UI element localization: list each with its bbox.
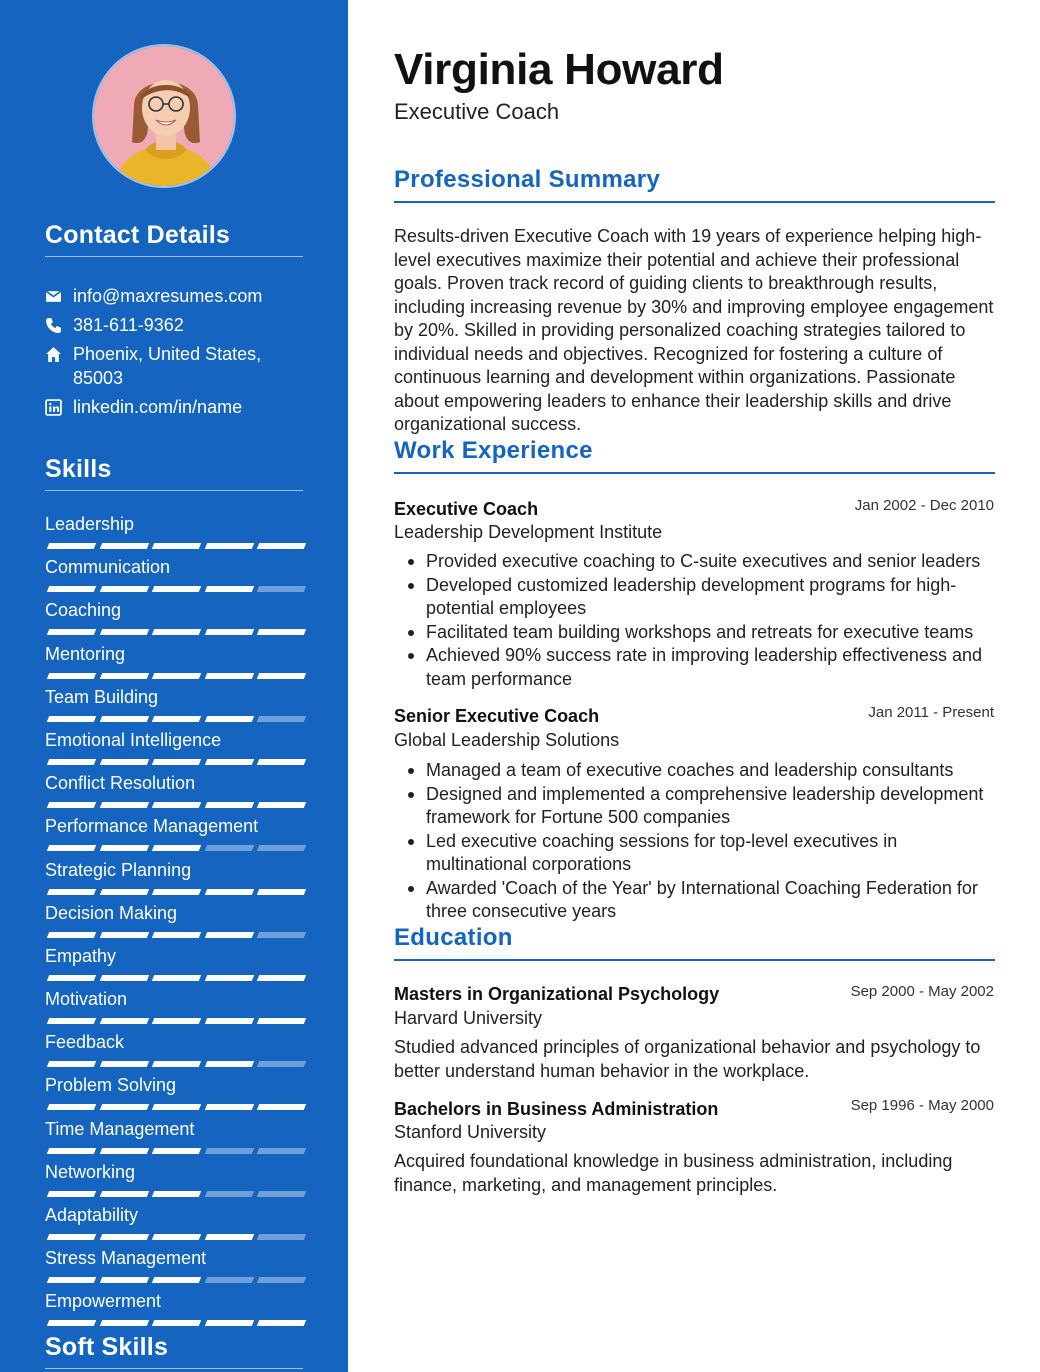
skill-level-segment-filled bbox=[257, 759, 306, 765]
summary-title: Professional Summary bbox=[394, 166, 661, 193]
skill-level-segment-filled bbox=[47, 1320, 96, 1326]
skill-level-segment-filled bbox=[152, 1104, 201, 1110]
skill-level-segment-filled bbox=[257, 975, 306, 981]
skill-level-segment-filled bbox=[47, 716, 96, 722]
skill-level-segment-filled bbox=[205, 1104, 254, 1110]
skills-list bbox=[45, 512, 303, 1333]
degree-dates: Sep 1996 - May 2000 bbox=[850, 1097, 994, 1114]
skill-level-segment-filled bbox=[205, 543, 254, 549]
job-title: Executive Coach bbox=[394, 499, 539, 519]
skills-divider bbox=[45, 490, 303, 491]
skill-level-segment-filled bbox=[47, 1234, 96, 1240]
skill-item bbox=[45, 771, 303, 814]
contact-linkedin[interactable] bbox=[45, 395, 303, 419]
home-icon bbox=[45, 342, 73, 366]
skill-level-segment-filled bbox=[47, 673, 96, 679]
skill-level-segment-filled bbox=[257, 1104, 306, 1110]
skill-level-segment-filled bbox=[47, 802, 96, 808]
skill-level-segment-filled bbox=[152, 629, 201, 635]
skill-level-segment-empty bbox=[257, 1191, 306, 1197]
skill-level-segment-filled bbox=[205, 889, 254, 895]
skill-level-segment-filled bbox=[257, 889, 306, 895]
skill-level-segment-filled bbox=[47, 629, 96, 635]
skill-name: Feedback bbox=[45, 1032, 125, 1053]
job-bullet: Facilitated team building workshops and retreats for executive teams bbox=[394, 621, 994, 645]
soft-skills-title: Soft Skills bbox=[45, 1333, 169, 1361]
degree-description: Acquired foundational knowledge in business administration, including finance, marketing, and management principles. bbox=[394, 1151, 953, 1195]
contact-phone-text: 381-611-9362 bbox=[73, 315, 184, 335]
job-bullet: Designed and implemented a comprehensive leadership development framework for Fortune 500 companies bbox=[394, 783, 994, 830]
job-organization: Leadership Development Institute bbox=[394, 522, 663, 542]
skill-level-segment-filled bbox=[257, 543, 306, 549]
skill-item bbox=[45, 685, 303, 728]
skill-level-segment-filled bbox=[152, 1061, 201, 1067]
soft-skills-section bbox=[45, 1330, 303, 1369]
experience-divider bbox=[394, 472, 995, 474]
skill-level-segment-filled bbox=[152, 845, 201, 851]
job-dates: Jan 2002 - Dec 2010 bbox=[854, 497, 994, 514]
degree-description: Studied advanced principles of organizational behavior and psychology to better understand human behavior in the workplace. bbox=[394, 1037, 981, 1081]
skill-level-bar bbox=[45, 543, 303, 549]
skill-level-segment-filled bbox=[152, 1018, 201, 1024]
skill-name: Leadership bbox=[45, 514, 135, 534]
skill-item bbox=[45, 1289, 303, 1332]
skill-item bbox=[45, 987, 303, 1030]
skill-level-segment-filled bbox=[152, 1234, 201, 1240]
sidebar bbox=[0, 0, 348, 1372]
skill-level-segment-filled bbox=[99, 759, 148, 765]
skill-level-segment-filled bbox=[99, 1191, 148, 1197]
skill-level-segment-filled bbox=[47, 1148, 96, 1154]
skill-level-segment-filled bbox=[152, 932, 201, 938]
linkedin-icon bbox=[45, 395, 73, 419]
skill-level-segment-filled bbox=[47, 1061, 96, 1067]
skill-level-bar bbox=[45, 586, 303, 592]
skill-level-bar bbox=[45, 1061, 303, 1067]
skill-level-bar bbox=[45, 1191, 303, 1197]
skill-item bbox=[45, 1203, 303, 1246]
skill-item bbox=[45, 1030, 303, 1073]
skill-level-segment-filled bbox=[99, 845, 148, 851]
skill-item bbox=[45, 1246, 303, 1289]
skill-item bbox=[45, 814, 303, 857]
education-title: Education bbox=[394, 924, 513, 951]
skill-level-segment-filled bbox=[152, 1191, 201, 1197]
skill-name: Team Building bbox=[45, 686, 159, 707]
skill-level-segment-filled bbox=[47, 845, 96, 851]
skill-level-segment-filled bbox=[47, 975, 96, 981]
job-bullet: Managed a team of executive coaches and leadership consultants bbox=[394, 759, 994, 783]
skill-level-bar bbox=[45, 629, 303, 635]
avatar bbox=[92, 44, 236, 188]
education-divider bbox=[394, 959, 995, 961]
job-dates: Jan 2011 - Present bbox=[868, 704, 994, 721]
skills-section bbox=[45, 452, 303, 491]
skill-level-segment-filled bbox=[205, 759, 254, 765]
skill-level-segment-empty bbox=[257, 1061, 306, 1067]
contact-phone[interactable] bbox=[45, 313, 303, 337]
skill-name: Problem Solving bbox=[45, 1075, 177, 1096]
skill-level-segment-empty bbox=[257, 932, 306, 938]
portrait-image bbox=[94, 46, 236, 188]
skill-level-bar bbox=[45, 1277, 303, 1283]
skill-level-segment-filled bbox=[47, 1018, 96, 1024]
skill-name: Decision Making bbox=[45, 902, 178, 923]
skill-level-segment-filled bbox=[152, 975, 201, 981]
skill-level-segment-filled bbox=[205, 932, 254, 938]
candidate-name: Virginia Howard bbox=[394, 45, 724, 94]
skill-name: Strategic Planning bbox=[45, 859, 192, 880]
skill-item bbox=[45, 1117, 303, 1160]
skill-level-segment-filled bbox=[152, 759, 201, 765]
skill-level-segment-empty bbox=[257, 1234, 306, 1240]
job-bullet: Awarded 'Coach of the Year' by International Coaching Federation for three consecutive years bbox=[394, 877, 994, 924]
skill-level-segment-filled bbox=[152, 673, 201, 679]
contact-address bbox=[45, 342, 303, 390]
skill-level-segment-empty bbox=[205, 1191, 254, 1197]
skill-level-segment-filled bbox=[47, 889, 96, 895]
skill-level-segment-filled bbox=[152, 586, 201, 592]
job-bullet: Led executive coaching sessions for top-level executives in multinational corporations bbox=[394, 830, 994, 877]
skill-level-segment-filled bbox=[99, 889, 148, 895]
skill-level-segment-filled bbox=[99, 802, 148, 808]
skill-level-segment-filled bbox=[205, 1320, 254, 1326]
skill-level-segment-filled bbox=[99, 716, 148, 722]
skill-level-segment-filled bbox=[257, 1018, 306, 1024]
skill-name: Networking bbox=[45, 1161, 136, 1182]
skill-name: Adaptability bbox=[45, 1205, 139, 1225]
degree-dates: Sep 2000 - May 2002 bbox=[850, 983, 994, 1000]
skill-level-segment-filled bbox=[47, 759, 96, 765]
skill-level-segment-filled bbox=[47, 1191, 96, 1197]
skill-level-bar bbox=[45, 802, 303, 808]
skill-item bbox=[45, 1160, 303, 1203]
skill-level-segment-filled bbox=[99, 932, 148, 938]
skill-level-segment-empty bbox=[205, 845, 254, 851]
skill-level-segment-filled bbox=[99, 1061, 148, 1067]
skill-level-segment-filled bbox=[152, 802, 201, 808]
skill-level-bar bbox=[45, 1234, 303, 1240]
skill-level-segment-filled bbox=[152, 543, 201, 549]
skill-level-segment-filled bbox=[205, 802, 254, 808]
summary-text: Results-driven Executive Coach with 19 years of experience helping high-level executives maximize their potential and achieve their professional goals. Proven track record of guiding clients to breakthrough results, including increasing revenue by 30% and improving employee engagement by 20%. Skilled in providing personalized coaching strategies tailored to individual needs and objectives. Recognized for fostering a culture of continuous learning and development within organizations. Passionate about empowering leaders to enhance their leadership skills and drive organizational success. bbox=[394, 226, 994, 434]
contact-email-text: info@maxresumes.com bbox=[73, 286, 263, 306]
skill-name: Coaching bbox=[45, 600, 122, 621]
contact-divider bbox=[45, 256, 303, 257]
job-bullet: Achieved 90% success rate in improving leadership effectiveness and team performance bbox=[394, 644, 994, 691]
skill-item bbox=[45, 858, 303, 901]
skill-level-segment-empty bbox=[257, 1277, 306, 1283]
soft-skills-divider bbox=[45, 1368, 303, 1369]
skill-level-bar bbox=[45, 845, 303, 851]
contact-title: Contact Details bbox=[45, 221, 230, 249]
skill-level-segment-filled bbox=[152, 1320, 201, 1326]
school-name: Harvard University bbox=[394, 1008, 543, 1028]
job-bullet: Provided executive coaching to C-suite executives and senior leaders bbox=[394, 550, 994, 574]
skill-level-segment-filled bbox=[99, 1277, 148, 1283]
email-icon bbox=[45, 284, 73, 308]
job-bullets bbox=[394, 550, 994, 691]
skill-name: Conflict Resolution bbox=[45, 773, 196, 794]
skill-level-segment-filled bbox=[152, 1148, 201, 1154]
candidate-role: Executive Coach bbox=[394, 99, 560, 124]
skill-level-segment-empty bbox=[205, 1277, 254, 1283]
skill-name: Mentoring bbox=[45, 643, 126, 664]
job-title: Senior Executive Coach bbox=[394, 706, 600, 726]
contact-email[interactable] bbox=[45, 284, 303, 308]
skill-item bbox=[45, 728, 303, 771]
skill-name: Motivation bbox=[45, 989, 128, 1010]
skill-level-segment-filled bbox=[99, 975, 148, 981]
summary-divider bbox=[394, 201, 995, 203]
phone-icon bbox=[45, 313, 73, 337]
contact-section bbox=[45, 218, 303, 257]
degree-title: Bachelors in Business Administration bbox=[394, 1099, 719, 1119]
skill-level-segment-filled bbox=[99, 1018, 148, 1024]
skill-level-segment-filled bbox=[257, 802, 306, 808]
skill-level-segment-filled bbox=[99, 629, 148, 635]
job-organization: Global Leadership Solutions bbox=[394, 730, 620, 750]
degree-title: Masters in Organizational Psychology bbox=[394, 984, 720, 1004]
skill-name: Performance Management bbox=[45, 816, 259, 837]
skill-level-segment-filled bbox=[152, 716, 201, 722]
skill-item bbox=[45, 901, 303, 944]
skill-level-segment-filled bbox=[99, 1104, 148, 1110]
skill-level-segment-filled bbox=[47, 932, 96, 938]
skill-name: Empowerment bbox=[45, 1291, 162, 1312]
skill-level-bar bbox=[45, 1104, 303, 1110]
skill-level-segment-filled bbox=[99, 673, 148, 679]
skill-level-segment-empty bbox=[257, 716, 306, 722]
skill-level-segment-filled bbox=[47, 1104, 96, 1110]
skill-level-segment-filled bbox=[99, 1148, 148, 1154]
skill-level-segment-filled bbox=[152, 889, 201, 895]
skill-level-segment-filled bbox=[47, 586, 96, 592]
skill-level-segment-filled bbox=[99, 586, 148, 592]
skill-level-segment-empty bbox=[257, 1148, 306, 1154]
skill-name: Communication bbox=[45, 557, 171, 578]
skill-level-bar bbox=[45, 759, 303, 765]
skill-level-segment-filled bbox=[47, 1277, 96, 1283]
skill-item bbox=[45, 555, 303, 598]
skill-name: Empathy bbox=[45, 945, 117, 966]
skill-level-segment-filled bbox=[257, 673, 306, 679]
skill-level-segment-filled bbox=[257, 629, 306, 635]
contact-list bbox=[45, 284, 303, 424]
job-bullets bbox=[394, 759, 994, 924]
skill-level-segment-filled bbox=[205, 586, 254, 592]
skill-level-segment-filled bbox=[205, 975, 254, 981]
skill-item bbox=[45, 642, 303, 685]
skill-item bbox=[45, 512, 303, 555]
skill-level-bar bbox=[45, 673, 303, 679]
skill-level-segment-filled bbox=[99, 1320, 148, 1326]
job-bullet: Developed customized leadership development programs for high-potential employees bbox=[394, 574, 994, 621]
skill-name: Stress Management bbox=[45, 1248, 207, 1269]
skills-title: Skills bbox=[45, 455, 112, 483]
skill-level-segment-empty bbox=[257, 845, 306, 851]
skill-level-bar bbox=[45, 716, 303, 722]
contact-address-text: Phoenix, United States, 85003 bbox=[73, 344, 262, 388]
skill-item bbox=[45, 598, 303, 641]
skill-level-bar bbox=[45, 889, 303, 895]
skill-level-bar bbox=[45, 1320, 303, 1326]
skill-level-segment-filled bbox=[152, 1277, 201, 1283]
skill-level-segment-filled bbox=[205, 673, 254, 679]
skill-level-segment-filled bbox=[99, 543, 148, 549]
skill-level-segment-empty bbox=[205, 1148, 254, 1154]
experience-title: Work Experience bbox=[394, 437, 593, 464]
skill-name: Time Management bbox=[45, 1118, 195, 1139]
contact-linkedin-text: linkedin.com/in/name bbox=[73, 397, 243, 417]
skill-level-segment-filled bbox=[205, 1061, 254, 1067]
skill-level-segment-empty bbox=[257, 586, 306, 592]
skill-item bbox=[45, 1073, 303, 1116]
skill-level-bar bbox=[45, 975, 303, 981]
skill-level-bar bbox=[45, 1018, 303, 1024]
skill-level-segment-filled bbox=[205, 1234, 254, 1240]
skill-level-segment-filled bbox=[257, 1320, 306, 1326]
skill-level-segment-filled bbox=[47, 543, 96, 549]
skill-level-segment-filled bbox=[205, 1018, 254, 1024]
skill-level-segment-filled bbox=[205, 716, 254, 722]
skill-item bbox=[45, 944, 303, 987]
school-name: Stanford University bbox=[394, 1122, 547, 1142]
skill-level-bar bbox=[45, 932, 303, 938]
skill-level-segment-filled bbox=[205, 629, 254, 635]
skill-level-segment-filled bbox=[99, 1234, 148, 1240]
skill-level-bar bbox=[45, 1148, 303, 1154]
skill-name: Emotional Intelligence bbox=[45, 729, 222, 750]
